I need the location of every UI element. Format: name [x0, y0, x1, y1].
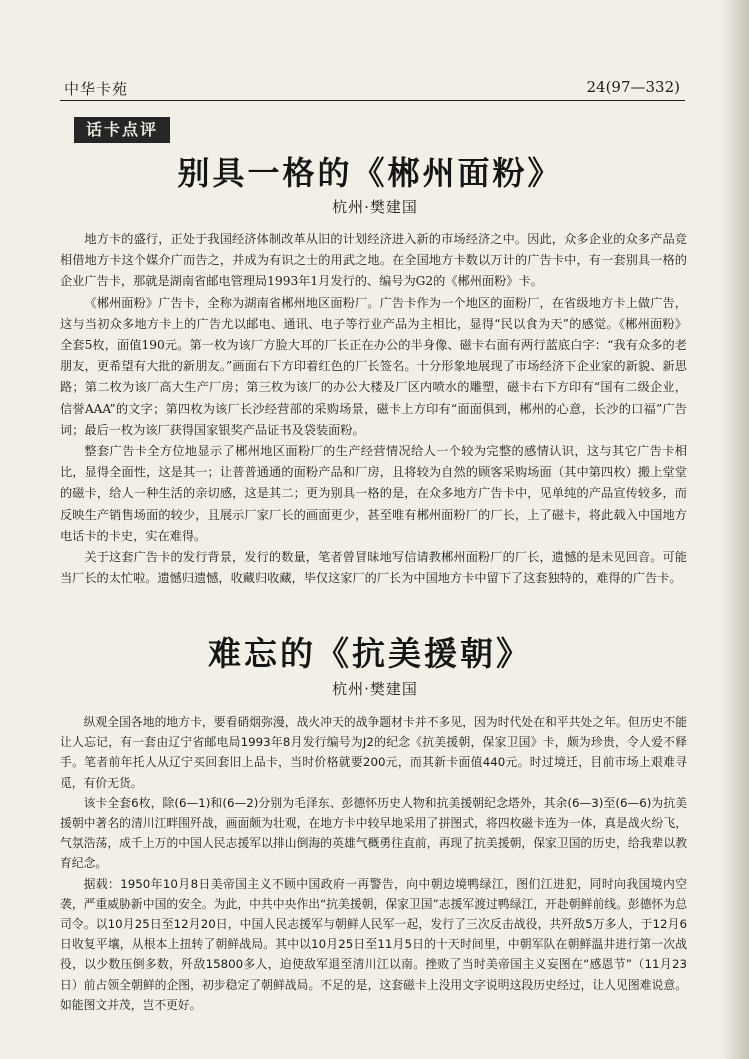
article2-paragraph: 纵观全国各地的地方卡，要看硝烟弥漫，战火冲天的战争题材卡并不多见，因为时代处在和平共处之年。但历史不能让人忘记，有一套由辽宁省邮电局1993年8月发行编号为J2的纪念《抗美援朝，保家卫国》卡，颇为珍贵，令人爱不释手。笔者前年托人从辽宁买回套旧上品卡，当时价格就要200元，而其新卡面值440元。时过境迁，目前市场上艰难寻觅，有价无货。 [60, 715, 687, 790]
header-divider [60, 100, 685, 101]
article1-paragraph: 整套广告卡全方位地显示了郴州地区面粉厂的生产经营情况给人一个较为完整的感情认识，这与其它广告卡相比，显得全面性，这是其一；让普普通通的面粉产品和厂房，且将较为自然的顾客采购场面（其中第四枚）搬上堂堂的磁卡，给人一种生活的亲切感，这是其二；更为别具一格的是，在众多地方广告卡中，见单纯的产品宣传较多，而反映生产销售场面的较少，且展示厂家厂长的画面更少，甚至唯有郴州面粉厂的厂长，上了磁卡，将此载入中国地方电话卡的卡史，实在难得。 [60, 444, 687, 543]
magazine-name: 中华卡苑 [64, 80, 129, 98]
article1-byline: 杭州·樊建国 [332, 198, 418, 216]
article2-body [60, 712, 687, 1015]
article1-paragraph: 关于这套广告卡的发行背景，发行的数量，笔者曾冒昧地写信请教郴州面粉厂的厂长，遗憾的是未见回音。可能当厂长的太忙啦。遗憾归遗憾，收藏归收藏，毕仅这家厂的厂长为中国地方卡中留下了这套独特的，难得的广告卡。 [60, 550, 687, 586]
column-tag: 话卡点评 [74, 117, 170, 143]
article1-title: 别具一格的《郴州面粉》 [177, 154, 563, 192]
article1-paragraph: 地方卡的盛行，正处于我国经济体制改革从旧的计划经济进入新的市场经济之中。因此，众多企业的众多产品竞相借地方卡这个媒介广而告之，并成为有识之士的用武之地。在全国地方卡数以万计的广告卡中，有一套别具一格的企业广告卡，那就是湖南省邮电管理局1993年1月发行的、编号为G2的《郴州面粉》卡。 [60, 232, 687, 289]
article1-body [60, 229, 687, 589]
page-edge-shadow [721, 0, 749, 1059]
issue-number: 24(97—332) [586, 78, 680, 96]
article2-byline: 杭州·樊建国 [332, 680, 418, 698]
article2-title: 难忘的《抗美援朝》 [208, 634, 532, 673]
article2-paragraph: 据载：1950年10月8日美帝国主义不顾中国政府一再警告，向中朝边境鸭绿江，图们江进犯，同时向我国境内空袭，严重威胁新中国的安全。为此，中共中央作出“抗美援朝，保家卫国”志援军渡过鸭绿江，开赴朝鲜前线。彭德怀为总司令。以10月25日至12月20日，中国人民志援军与朝鲜人民军一起，发行了三次反击战役，共歼敌5万多人，于12月6日收复平壤，从根本上扭转了朝鲜战局。其中以10月25日至11月5日的十天时间里，中朝军队在朝鲜温井进行第一次战役，以少数压倒多数，歼敌15800多人，迫使敌军退至清川江以南。挫败了当时美帝国主义妄图在“感恩节”（11月23日）前占领全朝鲜的企图，初步稳定了朝鲜战局。不足的是，这套磁卡上没用文字说明这段历史经过，让人见图难说意。如能图文并茂，岂不更好。 [60, 876, 687, 1012]
article2-paragraph: 该卡全套6枚，除(6—1)和(6—2)分别为毛泽东、彭德怀历史人物和抗美援朝纪念塔外，其余(6—3)至(6—6)为抗美援朝中著名的清川江畔围歼战，画面颇为壮观，在地方卡中较早地采用了拼图式，将四枚磁卡连为一体，真是战火纷飞，气氛浩荡，成千上万的中国人民志援军以排山倒海的英雄气概勇往直前，再现了抗美援朝，保家卫国的历史，给我辈以教育纪念。 [60, 795, 687, 871]
article1-paragraph: 《郴州面粉》广告卡，全称为湖南省郴州地区面粉厂。广告卡作为一个地区的面粉厂，在省级地方卡上做广告，这与当初众多地方卡上的广告尤以邮电、通讯、电子等行业产品为主相比，显得“民以食为天”的感觉。《郴州面粉》全套5枚，面值190元。第一枚为该厂方脸大耳的厂长正在办公的半身像、磁卡右面有两行蓝底白字：“我有众多的老朋友，更希望有大批的新朋友。”画面右下方印着红色的厂长签名。十分形象地展现了市场经济下企业家的新貌、新思路；第二枚为该厂高大生产厂房；第三枚为该厂的办公大楼及厂区内喷水的雕塑，磁卡右下方印有“国有二级企业，信誉AAA”的文字；第四枚为该厂长沙经营部的采购场景，磁卡上方印有“面面俱到，郴州的心意，长沙的口福”广告词；最后一枚为该厂获得国家银奖产品证书及袋装面粉。 [60, 295, 687, 437]
